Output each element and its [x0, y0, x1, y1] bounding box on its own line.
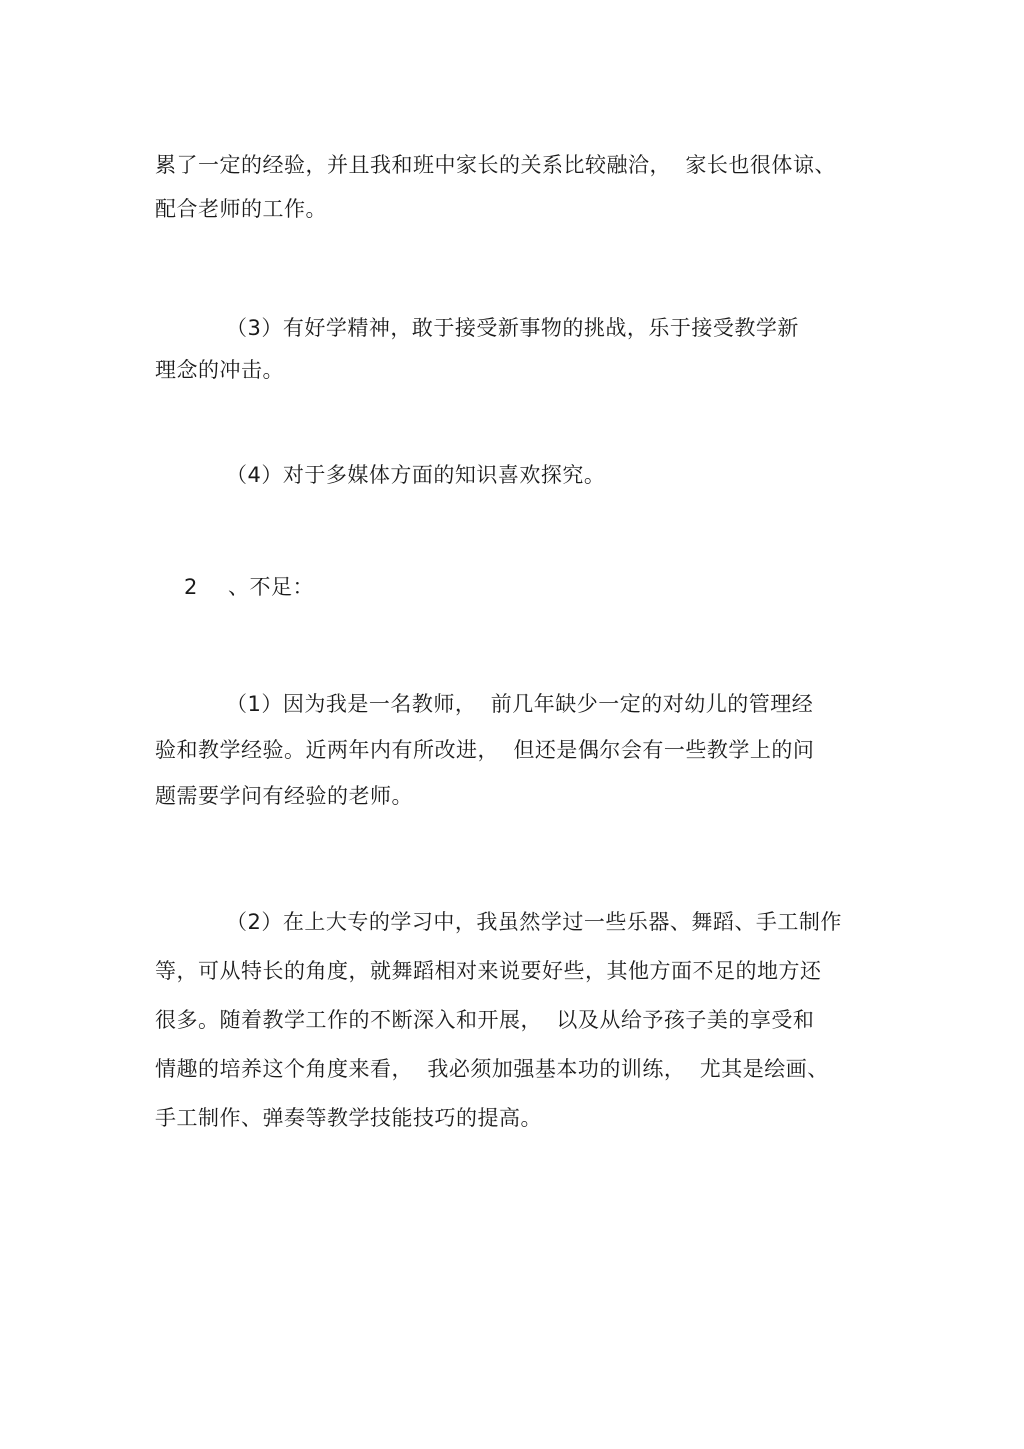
section-number: 2: [184, 575, 198, 599]
text-line: 配合老师的工作。: [155, 197, 327, 221]
text-line: （2）在上大专的学习中，我虽然学过一些乐器、舞蹈、手工制作: [226, 910, 842, 934]
text-line: 理念的冲击。: [155, 358, 284, 382]
text-line: （4）对于多媒体方面的知识喜欢探究。: [226, 463, 606, 487]
text-line: 手工制作、弹奏等教学技能技巧的提高。: [155, 1106, 542, 1130]
text-line: （1）因为我是一名教师， 前几年缺少一定的对幼儿的管理经: [226, 692, 814, 716]
text-line: （3）有好学精神，敢于接受新事物的挑战，乐于接受教学新: [226, 316, 799, 340]
section-label: 、不足：: [228, 575, 314, 599]
text-line: 情趣的培养这个角度来看， 我必须加强基本功的训练， 尤其是绘画、: [155, 1057, 829, 1081]
text-line: 题需要学问有经验的老师。: [155, 784, 413, 808]
text-line: 很多。随着教学工作的不断深入和开展， 以及从给予孩子美的享受和: [155, 1008, 815, 1032]
text-line: 等，可从特长的角度，就舞蹈相对来说要好些，其他方面不足的地方还: [155, 959, 822, 983]
text-line: 验和教学经验。近两年内有所改进， 但还是偶尔会有一些教学上的问: [155, 738, 815, 762]
text-line: 累了一定的经验，并且我和班中家长的关系比较融洽， 家长也很体谅、: [155, 153, 836, 177]
